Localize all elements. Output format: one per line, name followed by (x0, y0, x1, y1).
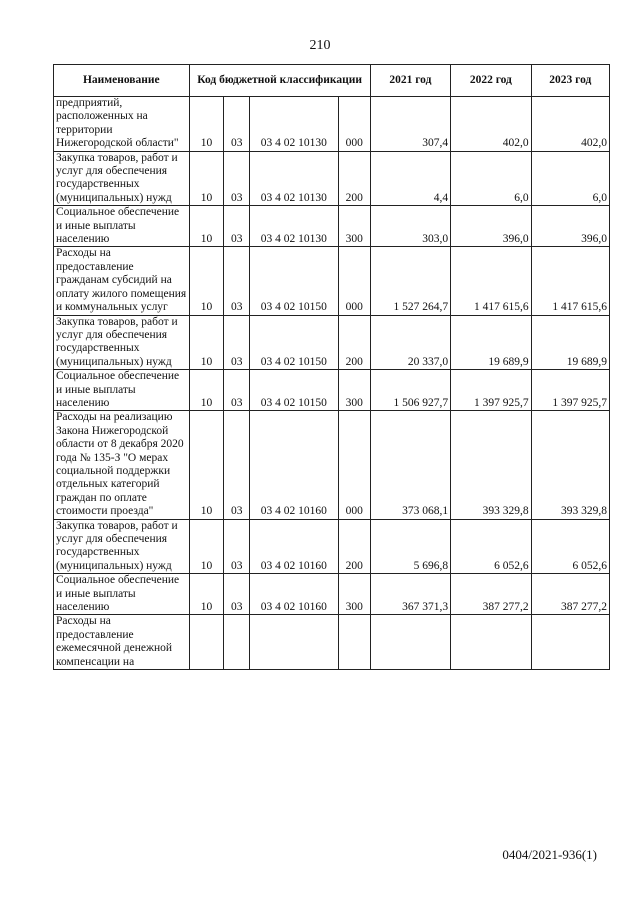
row-name: Социальное обеспечение и иные выплаты населению (54, 206, 190, 247)
row-value-2022: 396,0 (451, 206, 531, 247)
row-subsection: 03 (224, 151, 249, 206)
header-name: Наименование (54, 65, 190, 97)
row-value-2023: 387 277,2 (531, 574, 609, 615)
row-value-2023: 1 417 615,6 (531, 247, 609, 315)
row-name: Расходы на предоставление ежемесячной денежной компенсации на (54, 615, 190, 670)
row-value-2021: 20 337,0 (370, 315, 450, 370)
row-value-2022: 19 689,9 (451, 315, 531, 370)
row-value-2023: 1 397 925,7 (531, 370, 609, 411)
row-value-2023: 393 329,8 (531, 411, 609, 519)
row-subsection (224, 615, 249, 670)
header-2022: 2022 год (451, 65, 531, 97)
header-2021: 2021 год (370, 65, 450, 97)
row-section: 10 (189, 519, 224, 574)
row-value-2022 (451, 615, 531, 670)
row-name: Закупка товаров, работ и услуг для обеспечения государственных (муниципальных) нужд (54, 519, 190, 574)
row-value-2021 (370, 615, 450, 670)
row-section: 10 (189, 247, 224, 315)
row-value-2021: 4,4 (370, 151, 450, 206)
row-value-2021: 303,0 (370, 206, 450, 247)
row-target-code: 03 4 02 10160 (249, 411, 338, 519)
table-row (54, 97, 610, 152)
row-value-2022: 1 417 615,6 (451, 247, 531, 315)
page-number: 210 (309, 38, 331, 53)
row-target-code: 03 4 02 10160 (249, 574, 338, 615)
row-value-2022: 6 052,6 (451, 519, 531, 574)
row-subsection: 03 (224, 247, 249, 315)
row-section (189, 615, 224, 670)
row-value-2023: 396,0 (531, 206, 609, 247)
row-value-2021: 307,4 (370, 97, 450, 152)
table-row (54, 206, 610, 247)
row-value-2022: 393 329,8 (451, 411, 531, 519)
row-value-2022: 6,0 (451, 151, 531, 206)
row-name: Закупка товаров, работ и услуг для обеспечения государственных (муниципальных) нужд (54, 151, 190, 206)
row-target-code: 03 4 02 10150 (249, 370, 338, 411)
row-subsection: 03 (224, 370, 249, 411)
row-expense-type: 200 (338, 315, 370, 370)
header-2023: 2023 год (531, 65, 609, 97)
table-row (54, 247, 610, 315)
row-name: Социальное обеспечение и иные выплаты населению (54, 370, 190, 411)
row-target-code: 03 4 02 10160 (249, 519, 338, 574)
row-value-2022: 387 277,2 (451, 574, 531, 615)
row-expense-type: 300 (338, 574, 370, 615)
document-id: 0404/2021-936(1) (502, 847, 597, 862)
row-target-code: 03 4 02 10130 (249, 97, 338, 152)
row-name: Закупка товаров, работ и услуг для обеспечения государственных (муниципальных) нужд (54, 315, 190, 370)
row-value-2022: 1 397 925,7 (451, 370, 531, 411)
row-target-code (249, 615, 338, 670)
row-target-code: 03 4 02 10130 (249, 206, 338, 247)
row-value-2023: 402,0 (531, 97, 609, 152)
row-section: 10 (189, 574, 224, 615)
row-target-code: 03 4 02 10150 (249, 315, 338, 370)
row-value-2021: 5 696,8 (370, 519, 450, 574)
row-value-2021: 367 371,3 (370, 574, 450, 615)
row-section: 10 (189, 206, 224, 247)
row-name: Расходы на предоставление гражданам субсидий на оплату жилого помещения и коммунальных услуг (54, 247, 190, 315)
row-target-code: 03 4 02 10130 (249, 151, 338, 206)
row-subsection: 03 (224, 315, 249, 370)
row-subsection: 03 (224, 574, 249, 615)
row-expense-type: 300 (338, 206, 370, 247)
row-expense-type: 200 (338, 151, 370, 206)
row-value-2021: 373 068,1 (370, 411, 450, 519)
row-subsection: 03 (224, 97, 249, 152)
row-expense-type: 000 (338, 97, 370, 152)
row-expense-type (338, 615, 370, 670)
table-row (54, 151, 610, 206)
row-section: 10 (189, 370, 224, 411)
row-name: Социальное обеспечение и иные выплаты населению (54, 574, 190, 615)
row-subsection: 03 (224, 411, 249, 519)
row-target-code: 03 4 02 10150 (249, 247, 338, 315)
row-section: 10 (189, 315, 224, 370)
row-name: Расходы на реализацию Закона Нижегородской области от 8 декабря 2020 года № 135-З "О мерах социальной поддержки отдельных категорий граждан по оплате стоимости проезда" (54, 411, 190, 519)
row-value-2023: 6,0 (531, 151, 609, 206)
row-expense-type: 200 (338, 519, 370, 574)
row-expense-type: 000 (338, 247, 370, 315)
row-section: 10 (189, 151, 224, 206)
table-row (54, 615, 610, 670)
row-section: 10 (189, 97, 224, 152)
row-value-2023: 6 052,6 (531, 519, 609, 574)
row-expense-type: 000 (338, 411, 370, 519)
header-code: Код бюджетной классификации (189, 65, 370, 97)
row-section: 10 (189, 411, 224, 519)
row-value-2023 (531, 615, 609, 670)
row-subsection: 03 (224, 519, 249, 574)
table-row (54, 411, 610, 519)
row-value-2022: 402,0 (451, 97, 531, 152)
table-header-row (54, 65, 610, 97)
row-value-2023: 19 689,9 (531, 315, 609, 370)
row-value-2021: 1 527 264,7 (370, 247, 450, 315)
table-row (54, 315, 610, 370)
table-row (54, 574, 610, 615)
table-row (54, 519, 610, 574)
row-subsection: 03 (224, 206, 249, 247)
row-value-2021: 1 506 927,7 (370, 370, 450, 411)
row-expense-type: 300 (338, 370, 370, 411)
table-row (54, 370, 610, 411)
budget-table (53, 64, 610, 670)
row-name: предприятий, расположенных на территории Нижегородской области" (54, 97, 190, 152)
